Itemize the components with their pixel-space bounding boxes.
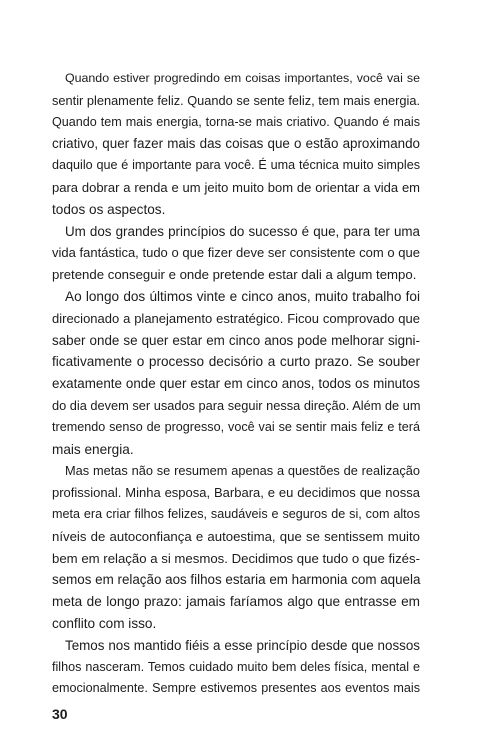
text-line: pretende conseguir e onde pretende estar dali a algum tempo. [52, 267, 417, 283]
text-line: níveis de autoconfiança e autoestima, que se sentissem muito [52, 528, 420, 544]
text-line: Temos nos mantido fiéis a esse princípio desde que nossos [65, 637, 420, 653]
page-body [52, 68, 420, 700]
text-line: bem em relação a si mesmos. Decidimos que tudo o que fizés- [52, 550, 420, 566]
text-line: profissional. Minha esposa, Barbara, e eu decidimos que nossa [52, 485, 420, 501]
text-line: meta de longo prazo: jamais faríamos algo que entrasse em [52, 594, 420, 610]
paragraph-4 [52, 460, 420, 634]
text-line: semos em relação aos filhos estaria em harmonia com aquela [52, 572, 421, 588]
text-line: Ao longo dos últimos vinte e cinco anos, muito trabalho foi [65, 288, 420, 304]
text-line: todos os aspectos. [52, 201, 166, 217]
paragraph-5 [52, 635, 420, 700]
text-line: sentir plenamente feliz. Quando se sente feliz, tem mais energia. [52, 92, 420, 108]
text-line: Quando estiver progredindo em coisas importantes, você vai se [65, 71, 420, 85]
text-line: Quando tem mais energia, torna-se mais criativo. Quando é mais [52, 114, 420, 129]
text-line: direcionado a planejamento estratégico. Ficou comprovado que [52, 310, 420, 326]
text-line: tremendo senso de progresso, você vai se sentir mais feliz e terá [52, 419, 420, 434]
page-number: 30 [52, 706, 68, 722]
text-line: meta era criar filhos felizes, saudáveis e seguros de si, com altos [52, 506, 420, 521]
text-line: daquilo que é importante para você. É uma técnica muito simples [52, 158, 420, 173]
text-line: Um dos grandes princípios do sucesso é que, para ter uma [65, 223, 420, 239]
text-line: ficativamente o processo decisório a curto prazo. Se souber [52, 354, 420, 370]
text-line: emocionalmente. Sempre estivemos presentes aos eventos mais [52, 681, 420, 696]
text-line: vida fantástica, tudo o que fizer deve ser consistente com o que [52, 245, 420, 261]
text-line: filhos nasceram. Temos cuidado muito bem deles física, mental e [52, 659, 420, 674]
text-line: mais energia. [52, 441, 134, 457]
text-line: do dia devem ser usados para seguir nessa direção. Além de um [52, 397, 421, 413]
paragraph-3 [52, 286, 420, 460]
text-line: Mas metas não se resumem apenas a questões de realização [65, 463, 420, 479]
text-line: criativo, quer fazer mais das coisas que o estão aproximando [52, 136, 420, 152]
paragraph-2 [52, 221, 420, 286]
paragraph-1 [52, 68, 420, 221]
text-line: exatamente onde quer estar em cinco anos, todos os minutos [52, 376, 420, 392]
text-line: conflito com isso. [52, 615, 157, 631]
text-line: saber onde se quer estar em cinco anos pode melhorar signi- [52, 332, 420, 348]
text-line: para dobrar a renda e um jeito muito bom de orientar a vida em [52, 179, 420, 195]
